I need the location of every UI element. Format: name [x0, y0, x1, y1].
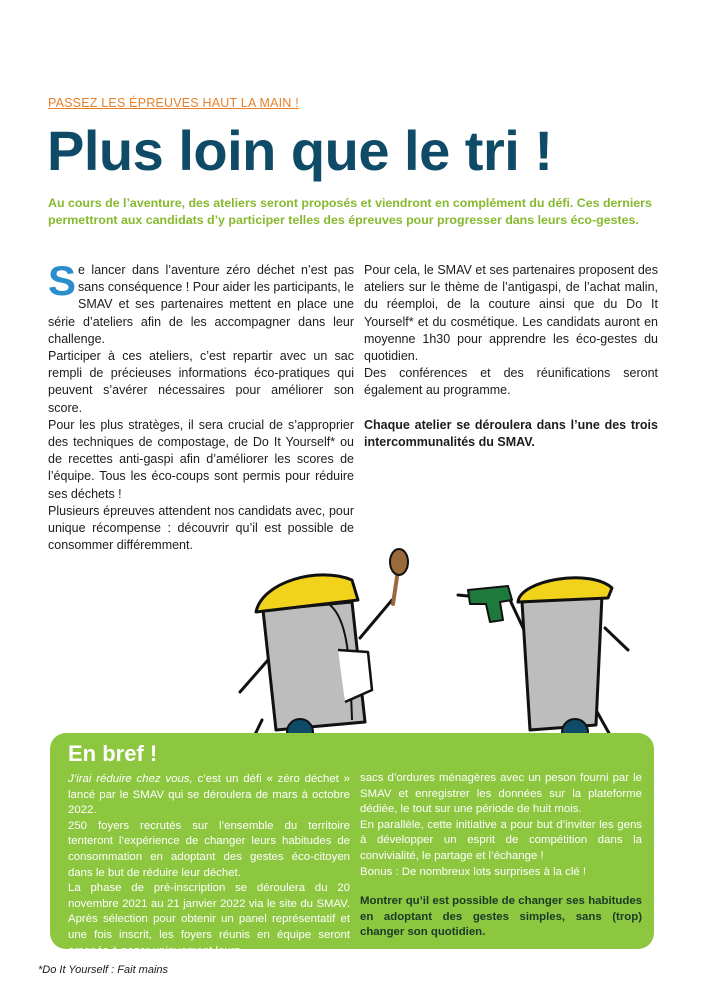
- left-paragraph-2: Participer à ces ateliers, c’est repartir avec un sac rempli de précieuses informations éco-pratiques qui peuvent s’avérer nécessaires pour améliorer son score.: [48, 349, 354, 415]
- summary-intro-italic: J’irai réduire chez vous,: [68, 773, 193, 785]
- summary-paragraph-2: 250 foyers recrutés sur l’ensemble du territoire tenteront l’expérience de changer leurs habitudes de consommation en adoptant des gestes éco-citoyen dans le but de réduire leur déchet.: [68, 819, 350, 879]
- left-column: [48, 257, 354, 554]
- summary-box: [50, 733, 654, 957]
- bins-illustration: [0, 540, 706, 750]
- summary-intro-text: c’est un défi « zéro déchet » lancé par le SMAV qui se déroulera de mars à octobre 2022.: [68, 773, 351, 817]
- paragraph-spacer: [364, 400, 658, 417]
- right-column: [364, 262, 658, 451]
- left-paragraph-1-text: e lancer dans l’aventure zéro déchet n’est pas sans conséquence ! Pour aider les participants, le SMAV et ses partenaires mettent en place une série d’ateliers afin de les accompagner dans leur challenge.: [48, 263, 354, 346]
- drop-cap: S: [48, 257, 77, 304]
- left-paragraph-3: Pour les plus stratèges, il sera crucial de s’approprier des techniques de compostage, de Do It Yourself* ou de recettes anti-gaspi afin d’améliorer les scores de l’équipe. Tous les éco-coups sont permis pour réduire ses déchets !: [48, 417, 354, 501]
- right-paragraph-1: Pour cela, le SMAV et ses partenaires proposent des ateliers sur le thème de l’antigaspi, de l’achat malin, du réemploi, de la couture ainsi que du Do It Yourself* et du cosmétique. Les candidats auront en moyenne 1h30 pour apprendre les éco-gestes du quotidien.: [364, 263, 658, 364]
- right-paragraph-2: Des conférences et des réunifications seront également au programme.: [364, 366, 658, 398]
- summary-conclusion: Montrer qu’il est possible de changer ses habitudes en adoptant des gestes simples, sans (trop) changer son quotidien.: [360, 895, 642, 939]
- summary-left-column: [68, 772, 350, 959]
- wheelie-bin-with-drill-illustration: [458, 578, 628, 745]
- right-paragraph-3: Chaque atelier se déroulera dans l’une des trois intercommunalités du SMAV.: [364, 417, 658, 449]
- summary-spacer: [360, 880, 642, 894]
- summary-paragraph-1: [68, 772, 350, 819]
- footnote: *Do It Yourself : Fait mains: [38, 964, 169, 976]
- summary-paragraph-3: La phase de pré-inscription se déroulera du 20 novembre 2021 au 21 janvier 2022 via le site du SMAV. Après sélection pour obtenir un panel représentatif et une fois inscrit, les foyers réunis en équipe seront amenés à peser uniquement leurs: [68, 882, 350, 957]
- page-title: Plus loin que le tri !: [47, 119, 553, 182]
- summary-paragraph-5: En parallèle, cette initiative a pour but d’inviter les gens à développer un esprit de compétition dans la convivialité, le partage et l’échange !: [360, 818, 642, 862]
- summary-right-column: [360, 771, 642, 941]
- wheelie-bin-with-spoon-illustration: [240, 549, 408, 745]
- summary-box-title: En bref !: [68, 741, 158, 766]
- summary-paragraph-4: sacs d’ordures ménagères avec un peson fourni par le SMAV et enregistrer les données sur la plateforme dédiée, le tout sur une période de huit mois.: [360, 772, 642, 816]
- left-paragraph-1: [48, 257, 354, 348]
- left-paragraph-4: Plusieurs épreuves attendent nos candidats avec, pour unique récompense : découvrir qu’il est possible de consommer différemment.: [48, 503, 354, 553]
- summary-paragraph-6: Bonus : De nombreux lots surprises à la clé !: [360, 865, 587, 878]
- lead-paragraph: Au cours de l’aventure, des ateliers seront proposés et viendront en complément du défi. Ces derniers permettront aux candidats d’y participer telles des épreuves pour progresser dans leurs éco-gestes.: [48, 196, 652, 227]
- section-kicker: PASSEZ LES ÉPREUVES HAUT LA MAIN !: [48, 96, 299, 110]
